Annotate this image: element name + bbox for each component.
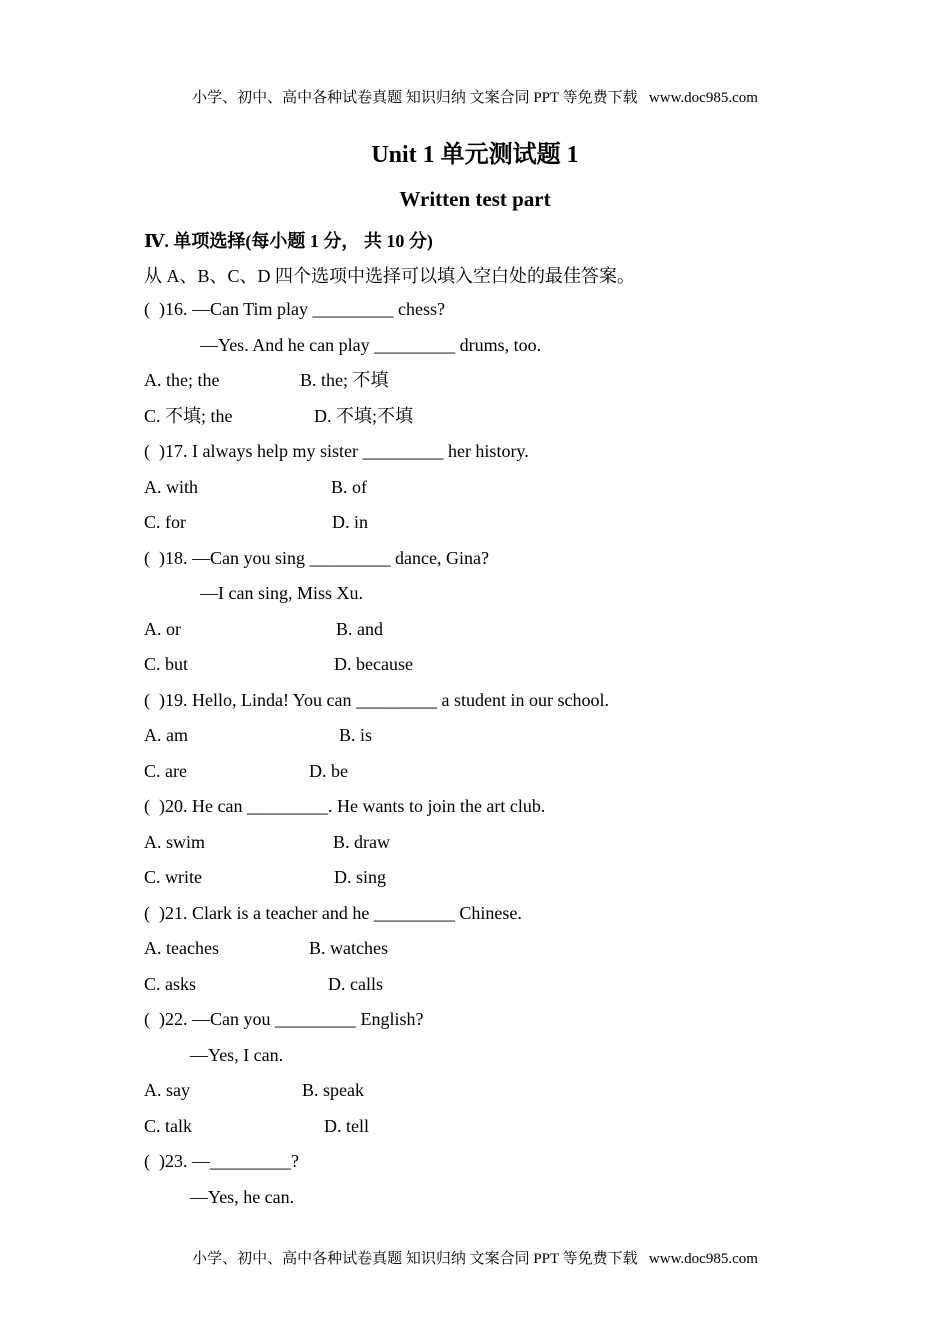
question-20-option-d: D. sing: [334, 867, 387, 887]
question-16-reply: —Yes. And he can play _________ drums, too.: [200, 335, 542, 355]
question-19-stem: ( )19. Hello, Linda! You can _________ a student in our school.: [144, 690, 609, 710]
question-16-option-a: A. the; the: [144, 370, 220, 390]
question-22-option-a: A. say: [144, 1080, 190, 1100]
section-instruction: 从 A、B、C、D 四个选项中选择可以填入空白处的最佳答案。: [144, 266, 636, 286]
question-23-reply: —Yes, he can.: [190, 1187, 295, 1207]
question-22-option-b: B. speak: [302, 1080, 364, 1100]
question-22-option-c: C. talk: [144, 1116, 192, 1136]
question-21-option-a: A. teaches: [144, 938, 219, 958]
question-19-option-b: B. is: [339, 725, 373, 745]
question-21-stem: ( )21. Clark is a teacher and he _________ Chinese.: [144, 903, 522, 923]
question-20-option-b: B. draw: [333, 832, 390, 852]
question-17-option-b: B. of: [331, 477, 367, 497]
question-21-option-b: B. watches: [309, 938, 388, 958]
question-16-option-c: C. 不填; the: [144, 406, 233, 426]
question-18-reply: —I can sing, Miss Xu.: [200, 583, 363, 603]
question-21-option-c: C. asks: [144, 974, 197, 994]
question-18-option-c: C. but: [144, 654, 189, 674]
question-17-stem: ( )17. I always help my sister _________ her history.: [144, 441, 529, 461]
question-19-option-c: C. are: [144, 761, 187, 781]
question-18-stem: ( )18. —Can you sing _________ dance, Gina?: [144, 548, 489, 568]
document-subtitle: Written test part: [399, 187, 551, 211]
question-18-option-a: A. or: [144, 619, 181, 639]
question-23-stem: ( )23. —_________?: [144, 1151, 299, 1171]
question-20-option-a: A. swim: [144, 832, 206, 852]
question-22-stem: ( )22. —Can you _________ English?: [144, 1009, 424, 1029]
question-16-option-b: B. the; 不填: [300, 370, 389, 390]
page-header: 小学、初中、高中各种试卷真题 知识归纳 文案合同 PPT 等免费下载 www.doc985.com: [192, 90, 758, 106]
question-16-stem: ( )16. —Can Tim play _________ chess?: [144, 299, 445, 319]
question-17-option-c: C. for: [144, 512, 186, 532]
question-17-option-a: A. with: [144, 477, 198, 497]
question-20-option-c: C. write: [144, 867, 202, 887]
question-17-option-d: D. in: [332, 512, 368, 532]
question-19-option-d: D. be: [309, 761, 348, 781]
section-heading: Ⅳ. 单项选择(每小题 1 分， 共 10 分): [144, 231, 433, 251]
question-22-option-d: D. tell: [324, 1116, 369, 1136]
page-footer: 小学、初中、高中各种试卷真题 知识归纳 文案合同 PPT 等免费下载 www.doc985.com: [192, 1251, 758, 1267]
question-16-option-d: D. 不填;不填: [314, 406, 413, 426]
question-20-stem: ( )20. He can _________. He wants to join the art club.: [144, 796, 546, 816]
question-21-option-d: D. calls: [328, 974, 383, 994]
question-22-reply: —Yes, I can.: [190, 1045, 284, 1065]
question-19-option-a: A. am: [144, 725, 188, 745]
question-18-option-b: B. and: [336, 619, 383, 639]
document-title: Unit 1 单元测试题 1: [371, 142, 579, 168]
question-18-option-d: D. because: [334, 654, 413, 674]
